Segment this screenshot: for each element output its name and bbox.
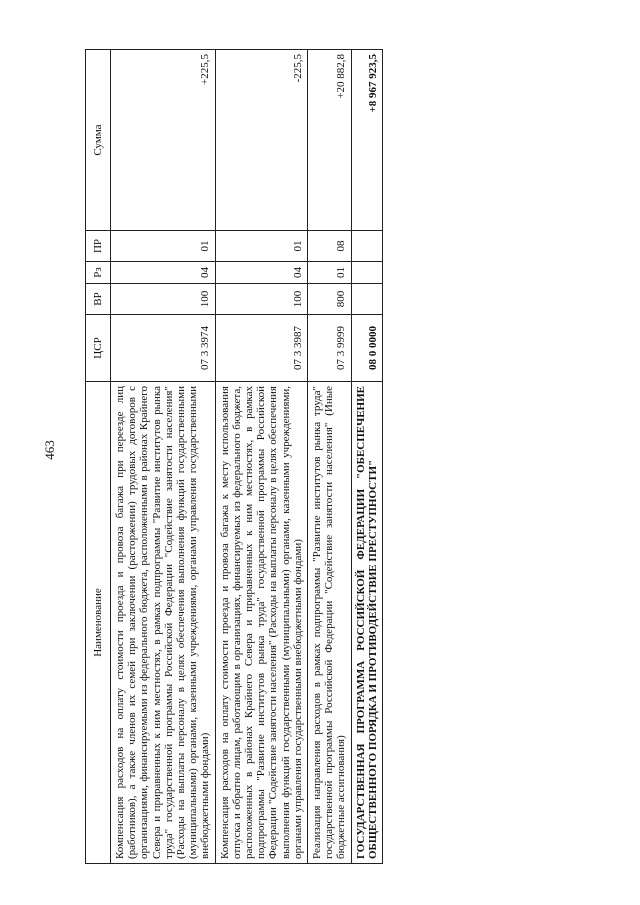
rotated-page-content xyxy=(85,34,615,864)
program-row xyxy=(351,50,382,864)
program-name: ГОСУДАРСТВЕННАЯ ПРОГРАММА РОССИЙСКОЙ ФЕДЕРАЦИИ "ОБЕСПЕЧЕНИЕ ОБЩЕСТВЕННОГО ПОРЯДКА И ПРОТИВОДЕЙСТВИЕ ПРЕСТУПНОСТИ" xyxy=(351,382,382,864)
row-pr: 01 xyxy=(215,231,307,262)
header-sum: Сумма xyxy=(86,50,111,231)
row-csr: 07 3 3987 xyxy=(215,315,307,382)
row-pr: 01 xyxy=(111,231,216,262)
row-pr: 08 xyxy=(308,231,352,262)
row-vr: 100 xyxy=(215,284,307,315)
table-row xyxy=(308,50,352,864)
program-pr xyxy=(351,231,382,262)
row-sum: +225,5 xyxy=(111,50,216,231)
row-csr: 07 3 9999 xyxy=(308,315,352,382)
program-rz xyxy=(351,262,382,284)
row-name: Компенсация расходов на оплату стоимости проезда и провоза багажа при переезде лиц (работников), а также членов их семей при заключении (расторжении) трудовых договоров с организациями, финансируемыми из федерального бюджета, расположенными в районах Крайнего Севера и приравненных к ним местностях, в рамках подпрограммы "Развитие институтов рынка труда" государственной программы Российской Федерации "Содействие занятости населения" (Расходы на выплаты персоналу в целях обеспечения выполнения функций государственными (муниципальными) органами, казенными учреждениями, органами управления государственными внебюджетными фондами) xyxy=(111,382,216,864)
program-csr: 08 0 0000 xyxy=(351,315,382,382)
table-header-row xyxy=(86,50,111,864)
page-number: 463 xyxy=(42,440,57,460)
row-rz: 04 xyxy=(215,262,307,284)
row-sum: -225,5 xyxy=(215,50,307,231)
header-rz: Рз xyxy=(86,262,111,284)
table-row xyxy=(215,50,307,864)
row-rz: 04 xyxy=(111,262,216,284)
header-vr: ВР xyxy=(86,284,111,315)
row-name: Компенсация расходов на оплату стоимости проезда и провоза багажа к месту использования отпуска и обратно лицам, работающим в организациях, финансируемых из федерального бюджета, расположенных в районах Крайнего Севера и приравненных к ним местностях, в рамках подпрограммы "Развитие институтов рынка труда" государственной программы Российской Федерации "Содействие занятости населения" (Расходы на выплаты персоналу в целях обеспечения выполнения функций государственными (муниципальными) органами, казенными учреждениями, органами управления государственными внебюджетными фондами) xyxy=(215,382,307,864)
program-vr xyxy=(351,284,382,315)
row-csr: 07 3 3974 xyxy=(111,315,216,382)
table-row xyxy=(111,50,216,864)
row-sum: +20 882,8 xyxy=(308,50,352,231)
header-pr: ПР xyxy=(86,231,111,262)
row-vr: 800 xyxy=(308,284,352,315)
row-name: Реализация направления расходов в рамках подпрограммы "Развитие институтов рынка труда" государственной программы Российской Федерации "Содействие занятости населения" (Иные бюджетные ассигнования) xyxy=(308,382,352,864)
budget-table xyxy=(85,49,383,864)
row-vr: 100 xyxy=(111,284,216,315)
program-sum: +8 967 923,5 xyxy=(351,50,382,231)
header-name: Наименование xyxy=(86,382,111,864)
row-rz: 01 xyxy=(308,262,352,284)
header-csr: ЦСР xyxy=(86,315,111,382)
